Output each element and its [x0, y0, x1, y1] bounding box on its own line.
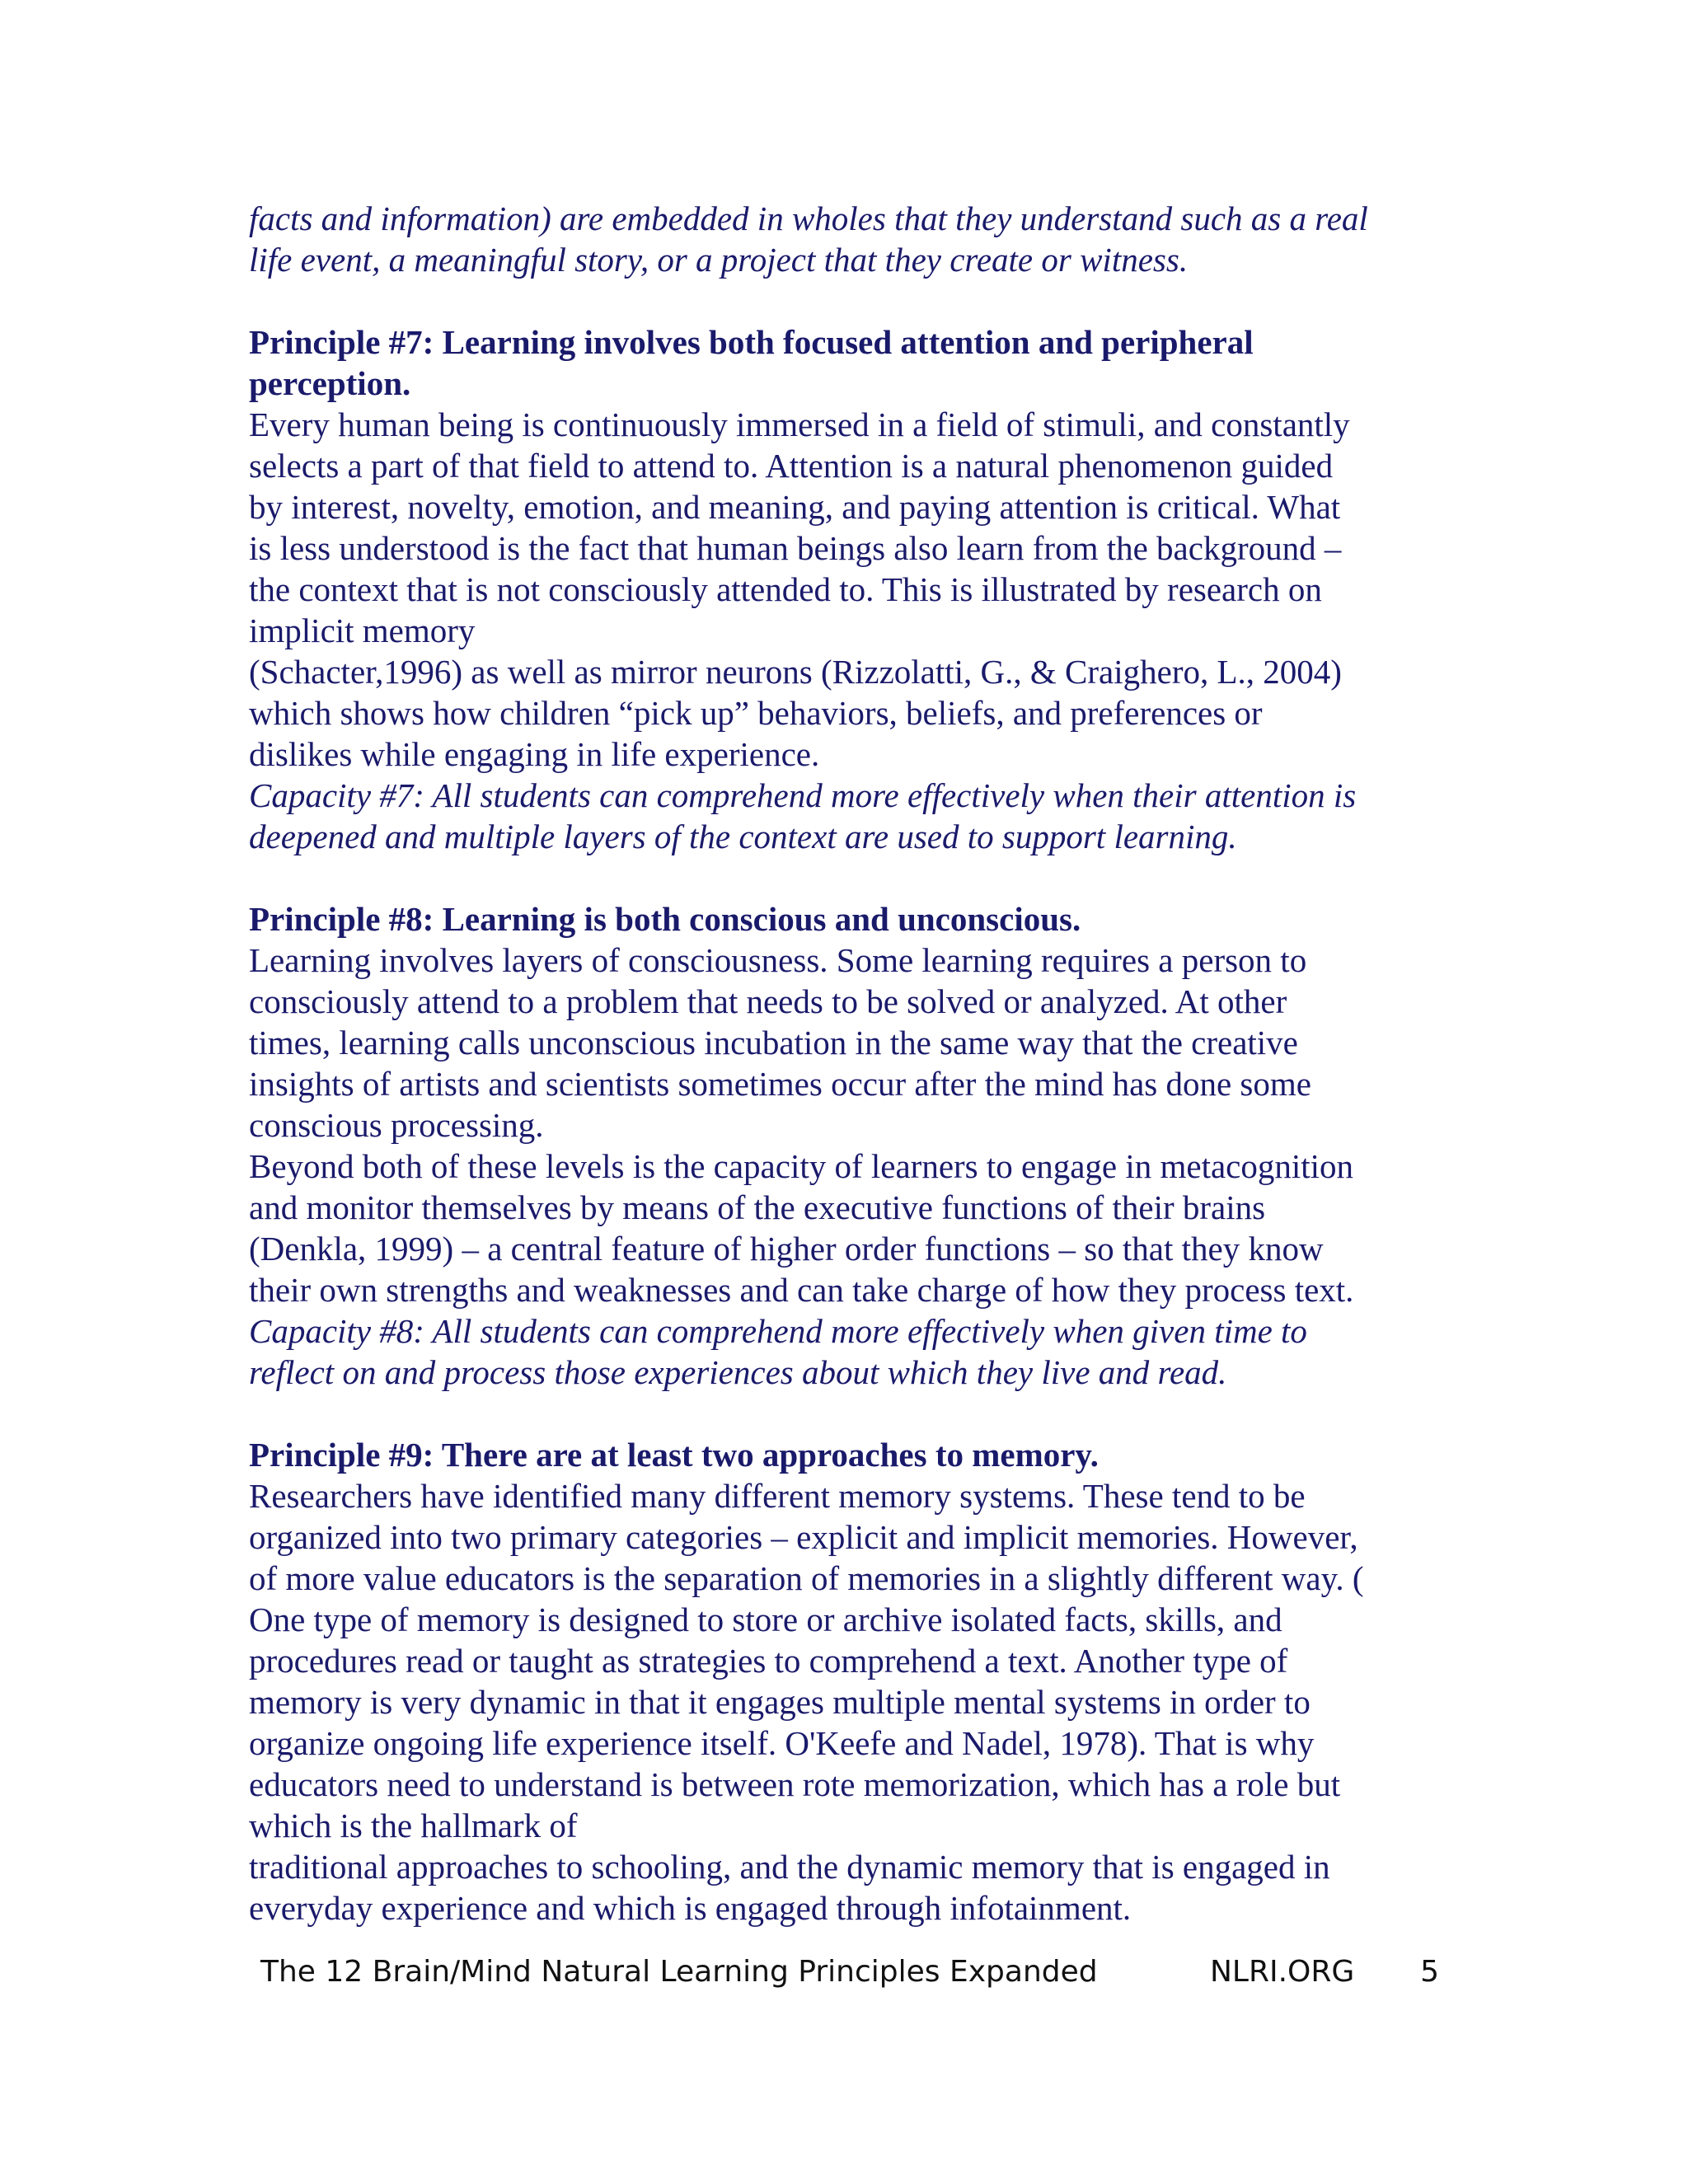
text-line: of more value educators is the separation of memories in a slightly different way. ( [249, 1559, 1364, 1597]
text-line: facts and information) are embedded in wholes that they understand such as a real [249, 199, 1368, 237]
text-line: (Denkla, 1999) – a central feature of higher order functions – so that they know [249, 1230, 1324, 1268]
text-line: Beyond both of these levels is the capacity of learners to engage in metacognition [249, 1147, 1354, 1185]
paragraph-gap [249, 857, 1452, 898]
text-line: which is the hallmark of [249, 1807, 578, 1844]
text-line: procedures read or taught as strategies to comprehend a text. Another type of [249, 1642, 1288, 1680]
text-line: everyday experience and which is engaged through infotainment. [249, 1889, 1132, 1927]
text-line: memory is very dynamic in that it engages multiple mental systems in order to [249, 1683, 1311, 1721]
text-line: organize ongoing life experience itself. O'Keefe and Nadel, 1978). That is why [249, 1724, 1315, 1762]
text-line: times, learning calls unconscious incubation in the same way that the creative [249, 1024, 1298, 1062]
footer-page-number: 5 [1420, 1955, 1439, 1989]
capacity-8-text: reflect on and process those experiences about which they live and read. [249, 1353, 1227, 1391]
text-line: educators need to understand is between rote memorization, which has a role but [249, 1765, 1341, 1803]
text-line: implicit memory [249, 612, 476, 649]
principle-9-heading: Principle #9: There are at least two approaches to memory. [249, 1436, 1099, 1474]
document-page [249, 198, 1452, 1929]
text-line: Learning involves layers of consciousness. Some learning requires a person to [249, 941, 1307, 979]
principle-8-heading: Principle #8: Learning is both conscious and unconscious. [249, 900, 1081, 938]
text-line: organized into two primary categories – explicit and implicit memories. However, [249, 1518, 1358, 1556]
text-line: the context that is not consciously attended to. This is illustrated by research on [249, 570, 1322, 608]
text-line: life event, a meaningful story, or a project that they create or witness. [249, 241, 1189, 279]
text-line: traditional approaches to schooling, and the dynamic memory that is engaged in [249, 1848, 1330, 1886]
text-line: selects a part of that field to attend to. Attention is a natural phenomenon guided [249, 447, 1334, 485]
principle-7-heading: Principle #7: Learning involves both focused attention and peripheral [249, 323, 1254, 361]
capacity-8-text: Capacity #8: All students can comprehend more effectively when given time to [249, 1312, 1307, 1350]
text-line: dislikes while engaging in life experience. [249, 735, 820, 773]
text-line: conscious processing. [249, 1106, 544, 1144]
text-line: Researchers have identified many different memory systems. These tend to be [249, 1477, 1306, 1515]
intro-paragraph [249, 198, 1452, 280]
footer-document-title: The 12 Brain/Mind Natural Learning Principles Expanded [260, 1955, 1098, 1989]
capacity-7-text: Capacity #7: All students can comprehend more effectively when their attention is [249, 776, 1357, 814]
principle-7-heading: perception. [249, 364, 411, 402]
principle-8-section [249, 898, 1452, 1393]
text-line: One type of memory is designed to store or archive isolated facts, skills, and [249, 1601, 1282, 1638]
capacity-7-text: deepened and multiple layers of the context are used to support learning. [249, 818, 1237, 855]
text-line: consciously attend to a problem that needs to be solved or analyzed. At other [249, 982, 1287, 1020]
footer-site-name: NLRI.ORG [1210, 1955, 1355, 1989]
principle-7-section [249, 321, 1452, 857]
text-line: is less understood is the fact that human beings also learn from the background – [249, 529, 1342, 567]
paragraph-gap [249, 280, 1452, 321]
text-line: by interest, novelty, emotion, and meaning, and paying attention is critical. What [249, 488, 1341, 526]
text-line: which shows how children “pick up” behaviors, beliefs, and preferences or [249, 694, 1263, 732]
page-footer [260, 1952, 1439, 1993]
principle-9-section [249, 1434, 1452, 1929]
text-line: (Schacter,1996) as well as mirror neurons (Rizzolatti, G., & Craighero, L., 2004) [249, 653, 1342, 691]
paragraph-gap [249, 1393, 1452, 1434]
text-line: Every human being is continuously immersed in a field of stimuli, and constantly [249, 405, 1350, 443]
text-line: their own strengths and weaknesses and can take charge of how they process text. [249, 1271, 1354, 1309]
text-line: and monitor themselves by means of the executive functions of their brains [249, 1188, 1266, 1226]
text-line: insights of artists and scientists sometimes occur after the mind has done some [249, 1065, 1311, 1103]
